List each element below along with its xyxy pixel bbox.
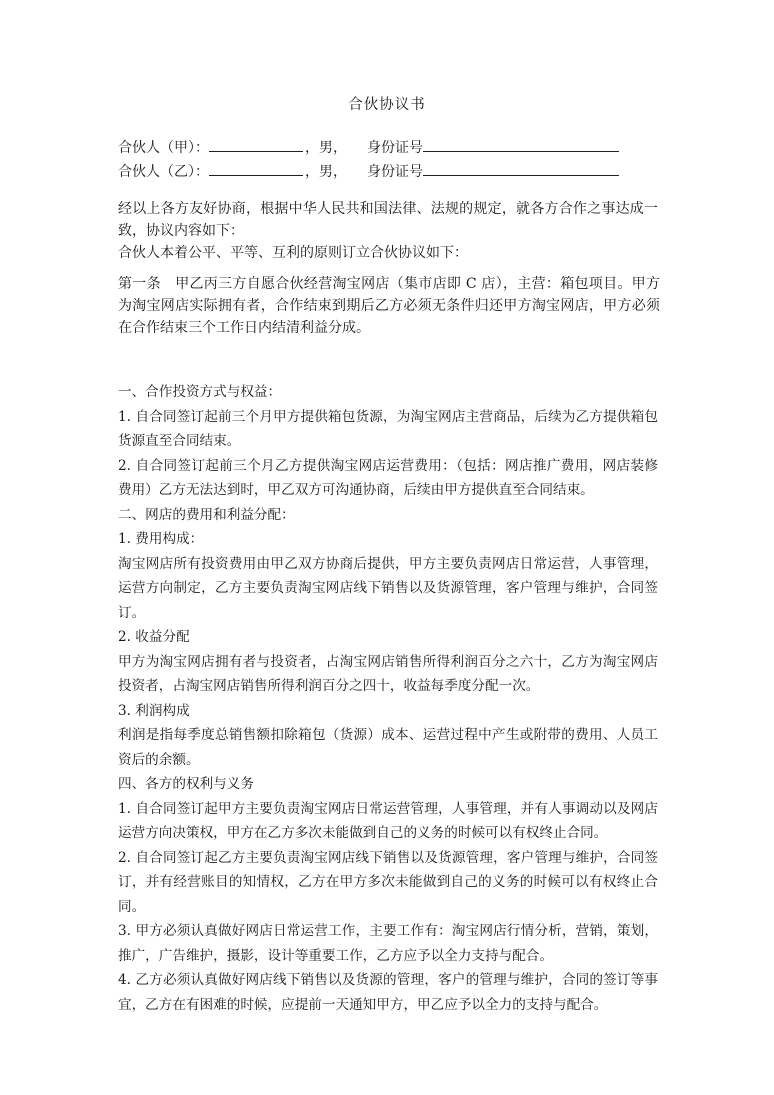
section-heading: 四、各方的权利与义务	[118, 776, 254, 792]
section-paragraph: 3. 甲方必须认真做好网店日常运营工作，主要工作有：淘宝网店行情分析，营销，策划，推广，广告维护，摄影，设计等重要工作，乙方应予以全力支持与配合。	[118, 923, 658, 964]
section-paragraph: 1. 自合同签订起前三个月甲方提供箱包货源，为淘宝网店主营商品，后续为乙方提供箱包货源直至合同结束。	[118, 408, 658, 449]
partner-row-b	[118, 159, 619, 183]
section-subheading: 3. 利润构成	[118, 702, 190, 719]
section-paragraph: 甲方为淘宝网店拥有者与投资者，占淘宝网店销售所得利润百分之六十，乙方为淘宝网店投资者，占淘宝网店销售所得利润百分之四十，收益每季度分配一次。	[118, 653, 658, 694]
article-one	[118, 273, 660, 339]
section-paragraph: 1. 自合同签订起甲方主要负责淘宝网店日常运营管理，人事管理，并有人事调动以及网店运营方向决策权，甲方在乙方多次未能做到自己的义务的时候可以有权终止合同。	[118, 800, 658, 841]
partner-info-block	[118, 135, 619, 183]
partner-label: 合伙人（甲）：	[118, 140, 209, 156]
sections-block	[118, 380, 658, 1017]
id-blank	[423, 135, 619, 152]
gender-text: ，男，	[305, 164, 347, 180]
name-blank	[209, 135, 303, 152]
section-subheading: 1. 费用构成：	[118, 531, 204, 547]
section-paragraph: 利润是指每季度总销售额扣除箱包（货源）成本、运营过程中产生或附带的费用、人员工资后的余额。	[118, 727, 658, 768]
intro-block	[118, 198, 658, 264]
document-title: 合伙协议书	[348, 97, 426, 113]
partner-row-a	[118, 135, 619, 159]
section-subheading: 2. 收益分配	[118, 629, 190, 645]
name-blank	[209, 159, 303, 176]
intro-paragraph: 合伙人本着公平、平等、互利的原则订立合伙协议如下：	[118, 245, 468, 261]
section-heading: 二、网店的费用和利益分配：	[118, 506, 295, 523]
id-label: 身份证号	[367, 164, 423, 180]
id-label: 身份证号	[367, 140, 423, 156]
id-blank	[423, 159, 619, 176]
section-heading: 一、合作投资方式与权益：	[118, 384, 282, 400]
gender-text: ，男，	[305, 140, 347, 156]
section-paragraph: 淘宝网店所有投资费用由甲乙双方协商后提供，甲方主要负责网店日常运营，人事管理，运营方向制定，乙方主要负责淘宝网店线下销售以及货源管理，客户管理与维护，合同签订。	[118, 555, 658, 621]
partner-label: 合伙人（乙）：	[118, 164, 209, 180]
section-paragraph: 2. 自合同签订起乙方主要负责淘宝网店线下销售以及货源管理，客户管理与维护，合同签订，并有经营账目的知情权，乙方在甲方多次未能做到自己的义务的时候可以有权终止合同。	[118, 849, 658, 915]
section-paragraph: 4. 乙方必须认真做好网店线下销售以及货源的管理，客户的管理与维护，合同的签订等事宜，乙方在有困难的时候，应提前一天通知甲方，甲乙应予以全力的支持与配合。	[118, 972, 658, 1013]
section-paragraph: 2. 自合同签订起前三个月乙方提供淘宝网店运营费用：（包括：网店推广费用，网店装修费用）乙方无法达到时，甲乙双方可沟通协商，后续由甲方提供直至合同结束。	[118, 457, 658, 498]
intro-paragraph: 经以上各方友好协商，根据中华人民共和国法律、法规的规定，就各方合作之事达成一致，协议内容如下：	[118, 201, 658, 239]
article-one-text: 第一条 甲乙丙三方自愿合伙经营淘宝网店（集市店即 C 店），主营：箱包项目。甲方为淘宝网店实际拥有者，合作结束到期后乙方必须无条件归还甲方淘宝网店，甲方必须在合作结束三个工作日内结清利益分成。	[118, 276, 660, 336]
